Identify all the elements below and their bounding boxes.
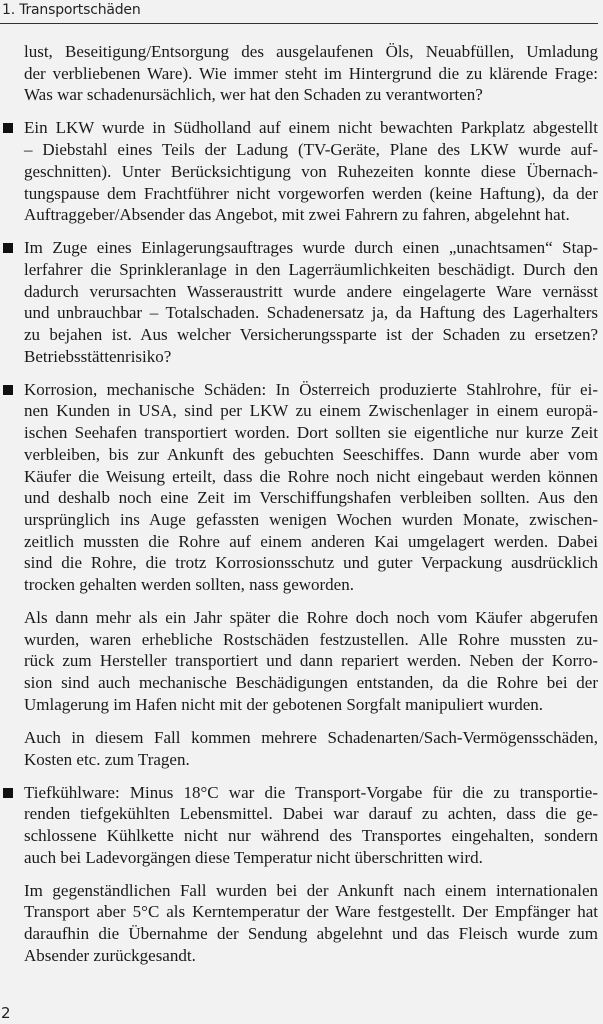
- text-line: Umlagerung im Hafen nicht mit der gebotenen Sorgfalt manipuliert wurden.: [24, 694, 543, 714]
- text-line: Was war schadenursächlich, wer hat den Schaden zu verantworten?: [24, 85, 483, 105]
- bullet-item: [24, 379, 598, 596]
- text-line: und deshalb noch eine Zeit im Verschiffungshafen verbleiben sollten. Aus den: [24, 488, 598, 508]
- paragraph: [24, 41, 598, 106]
- page-number: 2: [1, 1004, 11, 1022]
- text-line: tungspause dem Frachtführer nicht vorgeworfen werden (keine Haftung), da der: [24, 183, 598, 203]
- text-line: sion sind auch mechanische Beschädigungen entstanden, da die Rohre bei der: [24, 673, 598, 693]
- text-line: verbleiben, bis zur Ankunft des gebuchten Seeschiffes. Dann wurde aber vom: [24, 444, 598, 464]
- text-line: renden tiefgekühlten Lebensmittel. Dabei war darauf zu achten, dass die ge-: [24, 804, 598, 824]
- text-line: der verbliebenen Ware). Wie immer steht im Hintergrund die zu klärende Frage:: [24, 63, 598, 83]
- text-line: trocken gehalten werden sollten, nass geworden.: [24, 575, 354, 595]
- text-line: schlossene Kühlkette nicht nur während des Transportes eingehalten, sondern: [24, 825, 598, 845]
- text-line: Auftraggeber/Absender das Angebot, mit zwei Fahrern zu fahren, abgelehnt hat.: [24, 205, 570, 225]
- text-line: Betriebsstättenrisiko?: [24, 346, 172, 366]
- text-line: daraufhin die Übernahme der Sendung abgelehnt und das Fleisch wurde zum: [24, 924, 598, 944]
- text-line: auch bei Ladevorgängen diese Temperatur nicht überschritten wird.: [24, 847, 483, 867]
- text-line: Käufer die Weisung erteilt, dass die Rohre noch nicht eingebaut werden können: [24, 466, 598, 486]
- text-line: zeitlich mussten die Rohre auf einem anderen Kai umgelagert werden. Dabei: [24, 531, 598, 551]
- text-line: lerfahrer die Sprinkleranlage in den Lagerräumlichkeiten beschädigt. Durch den: [24, 259, 598, 279]
- paragraph: [24, 607, 598, 716]
- text-line: rück zum Hersteller transportiert und dann repariert werden. Neben der Korro-: [24, 651, 598, 671]
- bullet-item: [24, 782, 598, 869]
- text-line: – Diebstahl eines Teils der Ladung (TV-Geräte, Plane des LKW wurde auf-: [24, 140, 598, 160]
- text-line: Ein LKW wurde in Südholland auf einem nicht bewachten Parkplatz abgestellt: [24, 118, 598, 138]
- text-line: wurden, waren erhebliche Rostschäden festzustellen. Alle Rohre mussten zu-: [24, 629, 598, 649]
- text-line: lust, Beseitigung/Entsorgung des ausgelaufenen Öls, Neuabfüllen, Umladung: [24, 42, 598, 61]
- text-line: dadurch verursachten Wasseraustritt wurde andere eingelagerte Ware vernässt: [24, 281, 598, 301]
- text-line: sind die Rohre, die trotz Korrosionsschutz und guter Verpackung ausdrücklich: [24, 553, 598, 573]
- text-line: Absender zurückgesandt.: [24, 945, 196, 965]
- paragraph: [24, 880, 598, 967]
- square-bullet-icon: [3, 243, 13, 253]
- body-text: [24, 41, 598, 978]
- text-line: Kosten etc. zum Tragen.: [24, 749, 190, 769]
- square-bullet-icon: [3, 788, 13, 798]
- text-line: und unbrauchbar – Totalschaden. Schadenersatz ja, da Haftung des Lagerhalters: [24, 303, 598, 323]
- text-line: Im gegenständlichen Fall wurden bei der Ankunft nach einem internationalen: [24, 880, 598, 900]
- bullet-item: [24, 117, 598, 226]
- text-line: Tiefkühlware: Minus 18°C war die Transport-Vorgabe für die zu transportie-: [24, 782, 598, 802]
- text-line: Korrosion, mechanische Schäden: In Österreich produzierte Stahlrohre, für ei-: [24, 379, 598, 399]
- square-bullet-icon: [3, 385, 13, 395]
- text-line: Auch in diesem Fall kommen mehrere Schadenarten/Sach-Vermögensschäden,: [24, 727, 598, 747]
- chapter-title: 1. Transportschäden: [2, 2, 141, 18]
- text-line: ischen Seehafen transportiert worden. Dort sollten sie eigentliche nur kurze Zeit: [24, 423, 598, 443]
- text-line: Als dann mehr als ein Jahr später die Rohre doch noch vom Käufer abgerufen: [24, 608, 598, 628]
- bullet-item: [24, 237, 598, 367]
- text-line: nen Kunden in USA, sind per LKW zu einem Zwischenlager in einem europä-: [24, 401, 598, 421]
- running-header: [0, 0, 598, 24]
- paragraph: [24, 727, 598, 770]
- text-line: Im Zuge eines Einlagerungsauftrages wurde durch einen „unachtsamen“ Stap-: [24, 238, 598, 258]
- text-line: ursprünglich ins Auge gefassten wenigen Wochen wurden Monate, zwischen-: [24, 509, 598, 529]
- text-line: Transport aber 5°C als Kerntemperatur der Ware festgestellt. Der Empfänger hat: [24, 902, 598, 922]
- square-bullet-icon: [3, 123, 13, 133]
- text-line: zu bejahen ist. Aus welcher Versicherungssparte ist der Schaden zu ersetzen?: [24, 325, 598, 345]
- text-line: geschnitten). Unter Berücksichtigung von Ruhezeiten konnte diese Übernach-: [24, 161, 598, 181]
